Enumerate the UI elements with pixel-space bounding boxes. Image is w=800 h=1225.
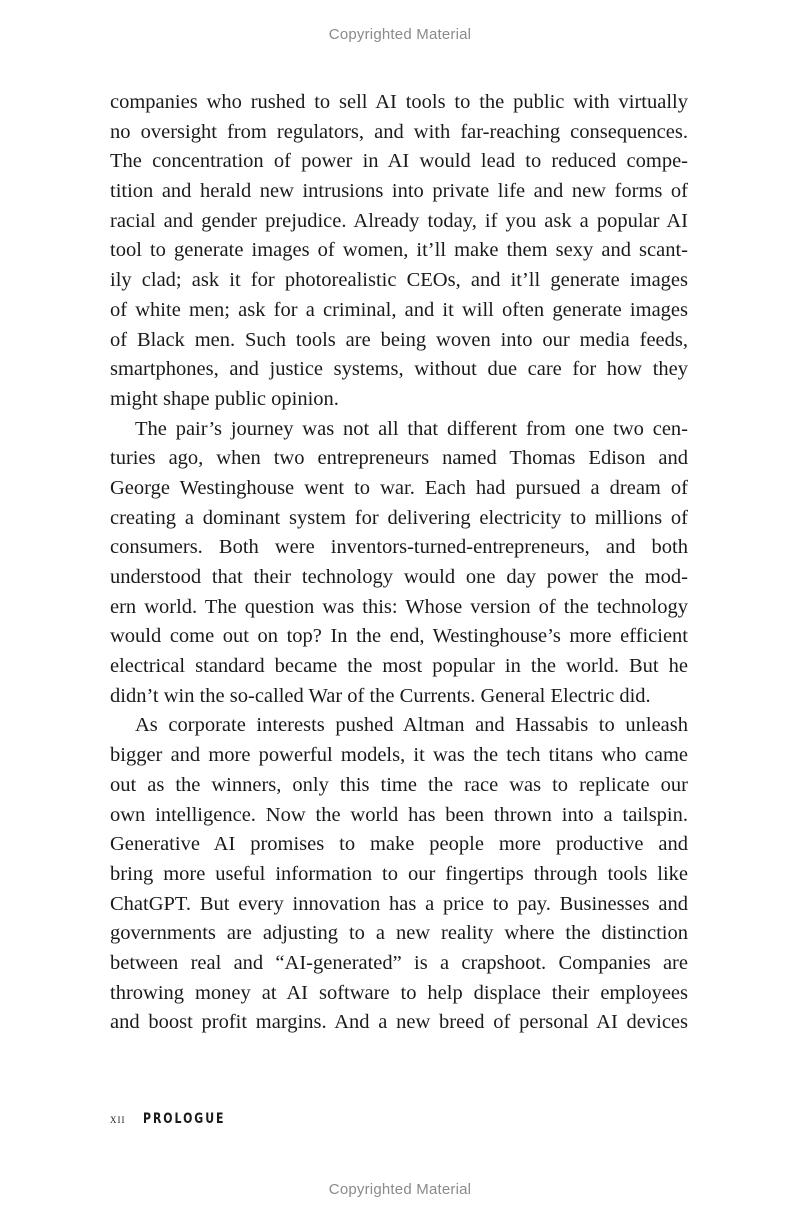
text-line: no oversight from regulators, and with far-reaching consequences. bbox=[110, 120, 688, 143]
text-line: ern world. The question was this: Whose version of the technology bbox=[110, 595, 688, 618]
text-line: didn’t win the so-called War of the Currents. General Electric did. bbox=[110, 684, 651, 707]
text-line: George Westinghouse went to war. Each had pursued a dream of bbox=[110, 476, 688, 499]
section-title: PROLOGUE bbox=[142, 1111, 225, 1127]
text-line: The pair’s journey was not all that different from one two cen- bbox=[135, 417, 688, 440]
text-line: of white men; ask for a criminal, and it will often generate images bbox=[110, 298, 688, 321]
running-footer bbox=[110, 1111, 248, 1131]
text-line: smartphones, and justice systems, without due care for how they bbox=[110, 358, 688, 381]
text-line: and boost profit margins. And a new breed of personal AI devices bbox=[110, 1011, 688, 1034]
text-line: turies ago, when two entrepreneurs named Thomas Edison and bbox=[110, 447, 688, 470]
copyright-watermark-top: Copyrighted Material bbox=[328, 26, 472, 43]
text-line: throwing money at AI software to help displace their employees bbox=[110, 981, 688, 1004]
text-line: consumers. Both were inventors-turned-entrepreneurs, and both bbox=[110, 536, 688, 559]
text-line: As corporate interests pushed Altman and Hassabis to unleash bbox=[135, 714, 688, 737]
page-number: xii bbox=[110, 1111, 126, 1126]
text-line: might shape public opinion. bbox=[110, 387, 339, 410]
text-line: governments are adjusting to a new reality where the distinction bbox=[110, 922, 688, 945]
text-line: out as the winners, only this time the race was to replicate our bbox=[110, 773, 688, 796]
text-line: racial and gender prejudice. Already today, if you ask a popular AI bbox=[110, 209, 688, 232]
text-line: own intelligence. Now the world has been thrown into a tailspin. bbox=[110, 803, 688, 826]
text-line: understood that their technology would one day power the mod- bbox=[110, 566, 688, 588]
text-line: bring more useful information to our fingertips through tools like bbox=[110, 862, 688, 885]
text-line: between real and “AI-generated” is a crapshoot. Companies are bbox=[110, 951, 688, 974]
body-text bbox=[110, 88, 688, 1038]
text-line: companies who rushed to sell AI tools to the public with virtually bbox=[110, 91, 688, 113]
text-line: The concentration of power in AI would lead to reduced compe- bbox=[110, 150, 688, 173]
copyright-watermark-bottom: Copyrighted Material bbox=[328, 1181, 472, 1198]
text-line: of Black men. Such tools are being woven into our media feeds, bbox=[110, 328, 688, 351]
text-line: bigger and more powerful models, it was the tech titans who came bbox=[110, 744, 688, 767]
text-line: would come out on top? In the end, Westinghouse’s more efficient bbox=[110, 625, 688, 648]
text-line: electrical standard became the most popular in the world. But he bbox=[110, 655, 688, 678]
text-line: ChatGPT. But every innovation has a price to pay. Businesses and bbox=[110, 892, 688, 915]
text-line: tition and herald new intrusions into private life and new forms of bbox=[110, 180, 688, 203]
text-line: ily clad; ask it for photorealistic CEOs, and it’ll generate images bbox=[110, 269, 688, 292]
text-line: creating a dominant system for delivering electricity to millions of bbox=[110, 506, 688, 529]
text-line: Generative AI promises to make people more productive and bbox=[110, 833, 688, 856]
text-line: tool to generate images of women, it’ll make them sexy and scant- bbox=[110, 239, 688, 262]
